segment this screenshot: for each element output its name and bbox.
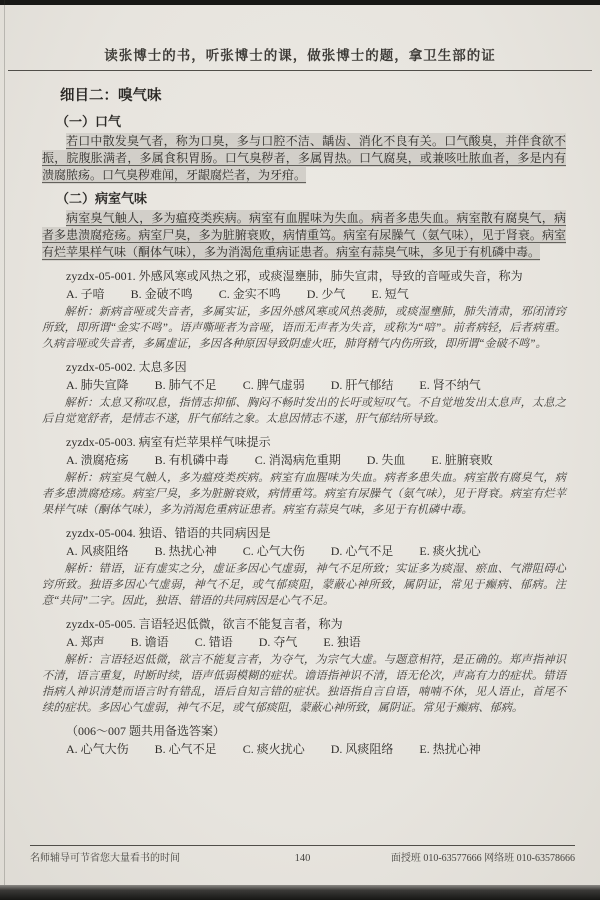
scan-edge-top [0, 0, 600, 5]
footer-divider [30, 845, 575, 846]
question-stem [42, 359, 566, 376]
option-a: A. 心气大伤 [66, 742, 129, 756]
option-c: C. 消渴病危重期 [254, 453, 341, 467]
analysis-paragraph: 解析：言语轻迟低微，欲言不能复言者，为夺气，为宗气大虚。与题意相符，是正确的。郑声指神识不清，语言重复，时断时续，语声低弱模糊的症状。谵语指神识不清，语无伦次，声高有力的症状。错语指病人神识清楚而语言时有错乱，语后自知言错的症状。独语指自言自语，喃喃不休，见人语止，首尾不续的症状。多因心气虚弱，神气不足，或气郁痰阻，蒙蔽心神所致，属阴证。常见于癫病、郁病。 [42, 654, 566, 714]
analysis-paragraph: 解析：新病音哑或失音者，多属实证，多因外感风寒或风热袭肺，或痰湿壅肺，肺失清肃，邪闭清窍所致，即所谓“金实不鸣”。语声嘶哑者为音哑，语而无声者为失音，或称为“喑”。前者病轻，后者病重。久病音哑或失音者，多属虚证，多因各种原因导致阴虚火旺，肺肾精气内伤所致，即所谓“金破不鸣”。 [42, 306, 566, 350]
question-block-003 [42, 434, 566, 518]
option-a: A. 风痰阻络 [66, 544, 129, 558]
option-b: B. 心气不足 [154, 742, 217, 756]
question-block-005 [42, 616, 566, 716]
options-row [66, 543, 566, 560]
section-title: 细目二：嗅气味 [60, 88, 162, 104]
shared-options-row [66, 741, 566, 758]
option-b: B. 热扰心神 [154, 544, 217, 558]
question-block-004 [42, 525, 566, 609]
question-stem [42, 525, 566, 542]
subsection-title-sickroom-odor: （二）病室气味 [56, 191, 148, 206]
footer-slogan: 名师辅导可节省您大量看书的时间 [30, 853, 180, 864]
analysis-paragraph: 解析：太息又称叹息，指情志抑郁、胸闷不畅时发出的长吁或短叹气。不自觉地发出太息声，太息之后自觉宽舒者，是情志不遂，肝气郁结之象。太息因情志不遂，肝气郁结所导致。 [42, 397, 566, 425]
option-b: B. 有机磷中毒 [154, 453, 229, 467]
option-d: D. 风痰阻络 [330, 742, 394, 756]
option-b: B. 谵语 [130, 635, 169, 649]
options-row [66, 634, 566, 651]
scan-edge-bottom [0, 885, 600, 900]
option-a: A. 溃腐疮疡 [66, 453, 129, 467]
question-text: 外感风寒或风热之邪，或痰湿壅肺，肺失宣肃，导致的音哑或失音，称为 [138, 269, 523, 283]
highlight-paragraph-sickroom-odor [42, 210, 566, 261]
scan-edge-left [4, 0, 5, 900]
option-d: D. 肝气郁结 [330, 378, 394, 392]
option-d: D. 少气 [306, 287, 346, 301]
option-e: E. 脏腑衰败 [431, 453, 493, 467]
question-block-001 [42, 268, 566, 352]
question-text: 病室有烂苹果样气味提示 [138, 435, 271, 449]
option-e: E. 肾不纳气 [419, 378, 481, 392]
question-id: zyzdx-05-003. [66, 435, 136, 449]
question-stem [42, 616, 566, 633]
shared-answers-note: （006～007 题共用备选答案） [66, 724, 226, 738]
option-c: C. 心气大伤 [242, 544, 305, 558]
highlight-paragraph-oral-odor [42, 133, 566, 184]
option-d: D. 失血 [366, 453, 406, 467]
options-row [66, 286, 566, 303]
header-divider [8, 70, 592, 71]
page-header-slogan: 读张博士的书，听张博士的课，做张博士的题，拿卫生部的证 [104, 48, 496, 63]
analysis-paragraph: 解析：病室臭气触人，多为瘟疫类疾病。病室有血腥味为失血。病者多患失血。病室散有腐臭气，病者多患溃腐疮疡。病室尸臭，多为脏腑衰败，病情重笃。病室有尿臊气（氨气味），见于肾衰。病室有烂苹果样气味（酮体气味），多为消渴危重病证患者。病室有蒜臭气味，多见于有机磷中毒。 [42, 472, 566, 516]
option-b: B. 金破不鸣 [130, 287, 193, 301]
question-block-002 [42, 359, 566, 427]
option-d: D. 夺气 [258, 635, 298, 649]
option-c: C. 错语 [194, 635, 233, 649]
highlighted-text: 病室臭气触人，多为瘟疫类疾病。病室有血腥味为失血。病者多患失血。病室散有腐臭气，病者多患溃腐疮疡。病室尸臭，多为脏腑衰败，病情重笃。病室有尿臊气（氨气味），见于肾衰。病室有烂苹果样气味（酮体气味），多为消渴危重病证患者。病室有蒜臭气味，多见于有机磷中毒。 [42, 211, 566, 259]
subsection-title-oral-odor: （一）口气 [56, 114, 122, 129]
option-a: A. 郑声 [66, 635, 105, 649]
option-e: E. 痰火扰心 [419, 544, 481, 558]
option-c: C. 脾气虚弱 [242, 378, 305, 392]
options-row [66, 377, 566, 394]
question-id: zyzdx-05-002. [66, 360, 136, 374]
option-a: A. 肺失宣降 [66, 378, 129, 392]
option-b: B. 肺气不足 [154, 378, 217, 392]
option-e: E. 热扰心神 [419, 742, 481, 756]
question-stem [42, 434, 566, 451]
option-d: D. 心气不足 [330, 544, 394, 558]
option-e: E. 独语 [323, 635, 361, 649]
question-id: zyzdx-05-005. [66, 617, 136, 631]
question-id: zyzdx-05-004. [66, 526, 136, 540]
question-id: zyzdx-05-001. [66, 269, 136, 283]
page-content [42, 84, 566, 759]
option-c: C. 金实不鸣 [218, 287, 281, 301]
option-e: E. 短气 [371, 287, 409, 301]
options-row [66, 452, 566, 469]
option-a: A. 子喑 [66, 287, 105, 301]
page-footer [30, 849, 575, 864]
highlighted-text: 若口中散发臭气者，称为口臭，多与口腔不洁、龋齿、消化不良有关。口气酸臭，并伴食欲不振，脘腹胀满者，多属食积胃肠。口气臭秽者，多属胃热。口气腐臭，或兼咳吐脓血者，多是内有溃腐脓疡。口气臭秽难闻，牙龈腐烂者，为牙疳。 [42, 134, 566, 182]
option-c: C. 痰火扰心 [242, 742, 305, 756]
analysis-paragraph: 解析：错语，证有虚实之分，虚证多因心气虚弱，神气不足所致；实证多为痰湿、瘀血、气滞阻碍心窍所致。独语多因心气虚弱，神气不足，或气郁痰阻，蒙蔽心神所致，属阴证，常见于癫病、郁病。注意“共同”二字。因此，独语、错语的共同病因是心气不足。 [42, 563, 566, 607]
footer-page-number: 140 [294, 853, 311, 864]
question-text: 独语、错语的共同病因是 [138, 526, 271, 540]
question-text: 太息多因 [138, 360, 187, 374]
footer-contact-phones: 面授班 010-63577666 网络班 010-63578666 [390, 853, 575, 864]
question-text: 言语轻迟低微，欲言不能复言者，称为 [138, 617, 343, 631]
question-stem [42, 268, 566, 285]
